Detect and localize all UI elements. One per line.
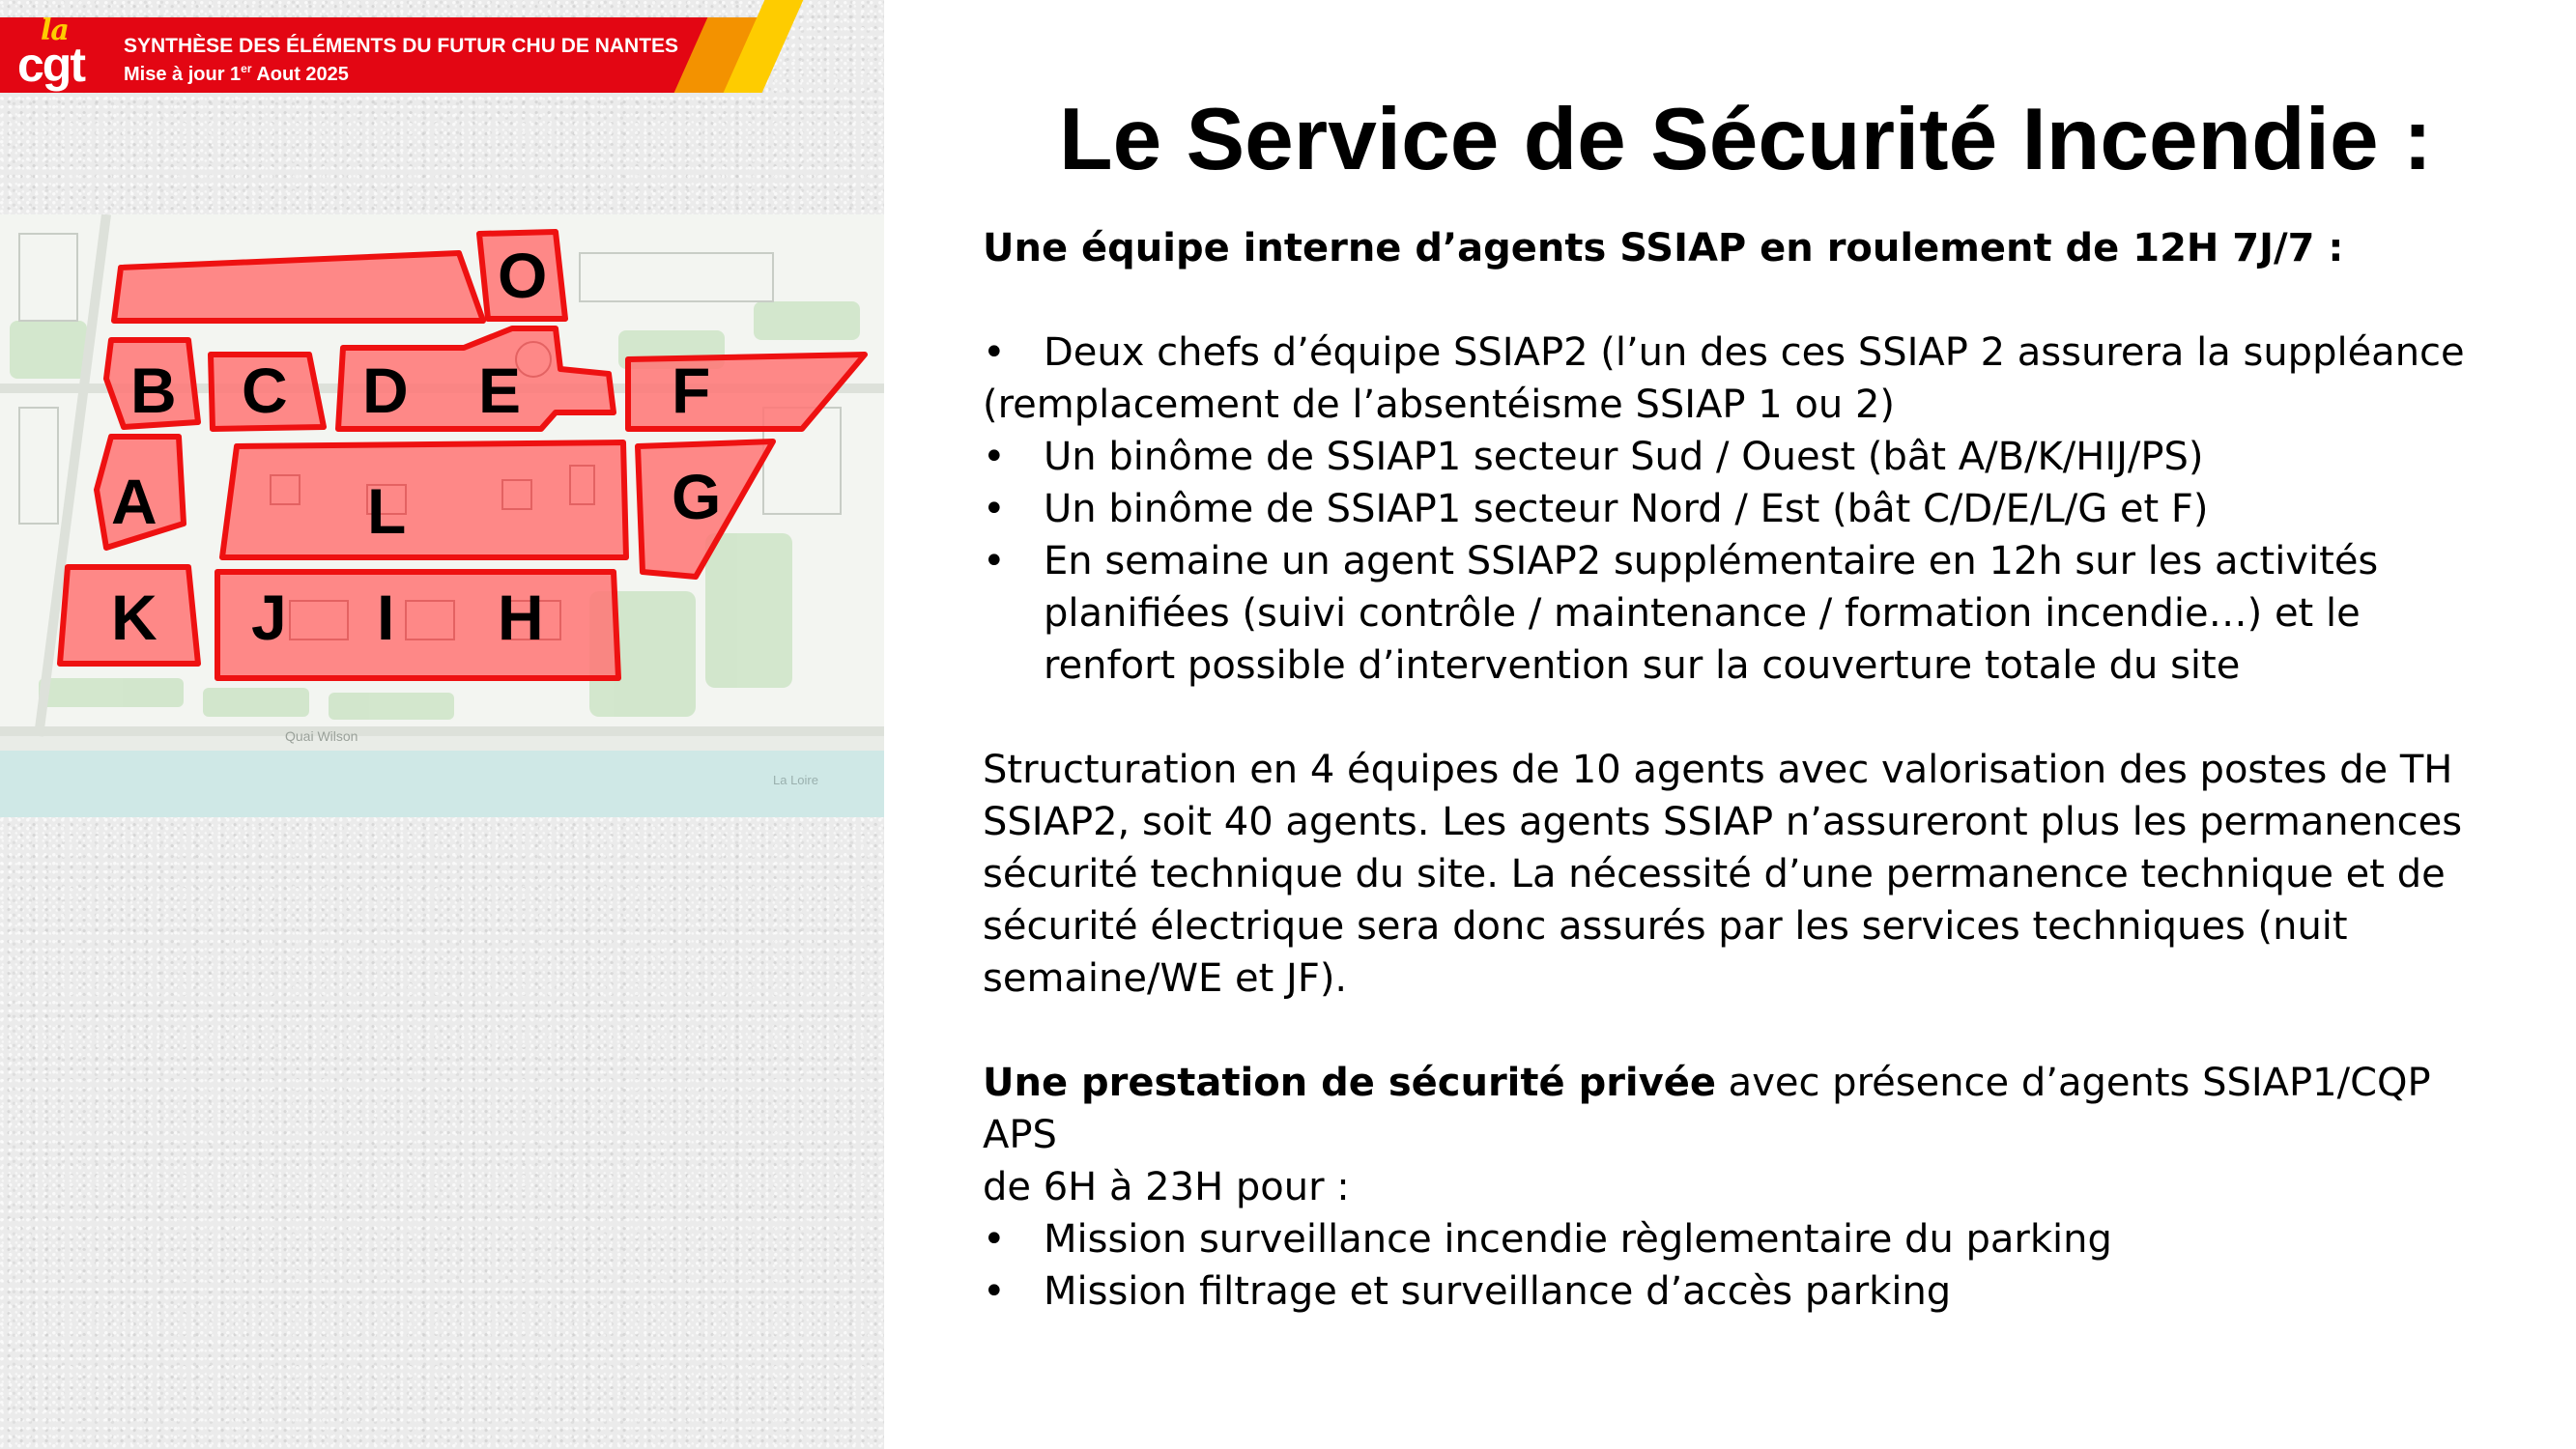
bullet-dot: •	[983, 435, 1006, 479]
bullet-text: renfort possible d’intervention sur la couverture totale du site	[1044, 643, 2241, 688]
label-I: I	[377, 582, 395, 653]
bullet-text: planifiées (suivi contrôle / maintenance / formation incendie…) et le	[1044, 591, 2361, 636]
label-B: B	[130, 355, 177, 426]
bullet-text: Mission filtrage et surveillance d’accès parking	[1044, 1269, 1952, 1314]
main-content	[983, 222, 2490, 1318]
label-C: C	[242, 355, 288, 426]
cgt-logo	[14, 14, 100, 93]
label-H: H	[498, 582, 544, 653]
list-item	[983, 1265, 2490, 1318]
building-O-main	[114, 253, 483, 321]
list-item	[983, 431, 2490, 483]
bullet-continuation: (remplacement de l’absentéisme SSIAP 1 ou 2)	[983, 383, 1896, 427]
label-L: L	[367, 475, 407, 547]
section2-line: SSIAP2, soit 40 agents. Les agents SSIAP n’assureront plus les permanences	[983, 800, 2463, 844]
section3-lead-rest: avec présence d’agents SSIAP1/CQP APS	[983, 1061, 2431, 1157]
label-F: F	[672, 355, 711, 426]
list-item	[983, 327, 2490, 379]
bullet-dot: •	[983, 539, 1006, 583]
section2-line: sécurité technique du site. La nécessité d’une permanence technique et de	[983, 852, 2446, 896]
logo-la-text: la	[41, 14, 69, 47]
bullet-text: En semaine un agent SSIAP2 supplémentaire en 12h sur les activités	[1044, 539, 2379, 583]
label-K: K	[111, 582, 157, 653]
logo-cgt-text: cgt	[17, 38, 84, 92]
banner-title: SYNTHÈSE DES ÉLÉMENTS DU FUTUR CHU DE NANTES	[124, 35, 679, 57]
banner-subtitle-prefix: Mise à jour 1	[124, 64, 242, 85]
section2-line: Structuration en 4 équipes de 10 agents avec valorisation des postes de TH	[983, 748, 2453, 792]
bullet-dot: •	[983, 1217, 1006, 1262]
section2-line: sécurité électrique sera donc assurés par les services techniques (nuit	[983, 904, 2348, 949]
label-E: E	[478, 355, 522, 426]
label-D: D	[362, 355, 409, 426]
street-label: Quai Wilson	[285, 728, 358, 744]
bullet-text: Deux chefs d’équipe SSIAP2 (l’un des ces SSIAP 2 assurera la suppléance	[1044, 330, 2465, 375]
site-map	[0, 214, 884, 817]
banner-subtitle-sup: er	[241, 62, 252, 75]
bullet-text: Mission surveillance incendie règlementaire du parking	[1044, 1217, 2112, 1262]
section3-bold-lead: Une prestation de sécurité privée	[983, 1061, 1716, 1105]
label-O: O	[498, 240, 548, 311]
list-item	[983, 535, 2490, 587]
building-L	[222, 442, 626, 557]
bullet-dot: •	[983, 1269, 1006, 1314]
list-item-continuation	[983, 587, 2490, 639]
label-G: G	[672, 461, 722, 532]
list-item	[983, 1213, 2490, 1265]
river-label: La Loire	[773, 773, 818, 787]
banner-subtitle-suffix: Aout 2025	[251, 64, 349, 85]
section3-line2: de 6H à 23H pour :	[983, 1165, 1350, 1209]
section3-lead	[983, 1057, 2490, 1161]
page-title: Le Service de Sécurité Incendie :	[1059, 91, 2433, 188]
label-A: A	[111, 466, 157, 537]
bullet-dot: •	[983, 487, 1006, 531]
river	[0, 751, 884, 817]
list-item	[983, 483, 2490, 535]
label-J: J	[251, 582, 287, 653]
banner-subtitle	[124, 64, 349, 86]
bullet-dot: •	[983, 330, 1006, 375]
site-map-svg	[0, 214, 884, 817]
section2-line: semaine/WE et JF).	[983, 956, 1348, 1001]
bullet-text: Un binôme de SSIAP1 secteur Nord / Est (bât C/D/E/L/G et F)	[1044, 487, 2209, 531]
list-item-continuation	[983, 639, 2490, 692]
bullet-text: Un binôme de SSIAP1 secteur Sud / Ouest (bât A/B/K/HIJ/PS)	[1044, 435, 2204, 479]
section1-heading: Une équipe interne d’agents SSIAP en roulement de 12H 7J/7 :	[983, 226, 2344, 270]
